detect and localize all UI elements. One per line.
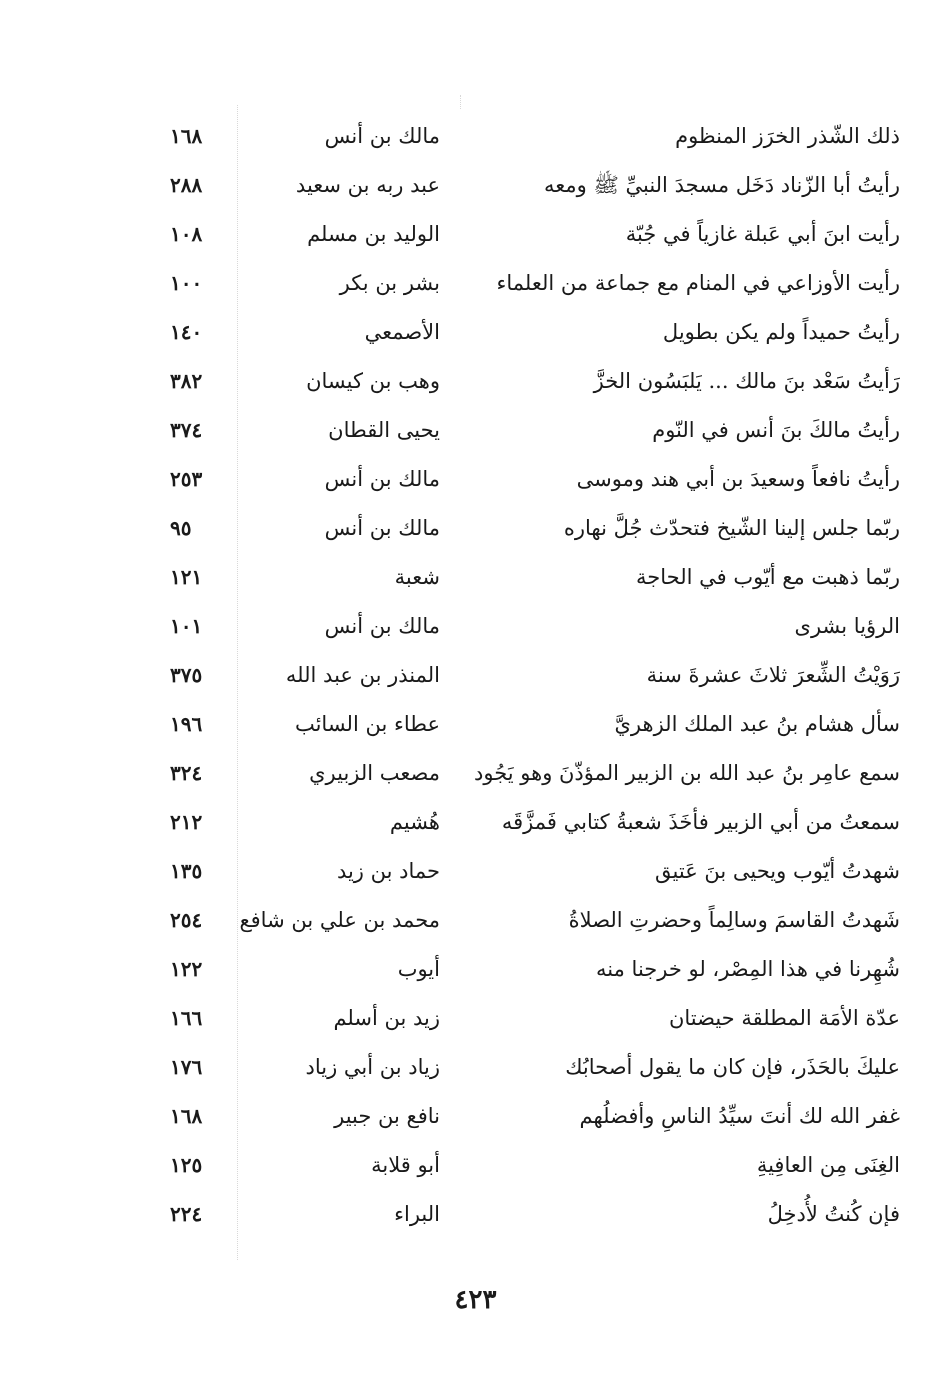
index-narrator: البراء <box>394 1202 440 1226</box>
index-narrator: شعبة <box>394 565 440 589</box>
index-page-ref: ٢٥٣ <box>170 467 203 491</box>
index-narrator: مالك بن أنس <box>324 516 440 540</box>
index-phrase: الرؤيا بشرى <box>794 614 900 638</box>
index-row <box>150 1092 900 1141</box>
index-row <box>150 896 900 945</box>
index-page-ref: ١٠١ <box>170 614 203 638</box>
index-page-ref: ١٦٦ <box>170 1006 203 1030</box>
page-number: ٤٢٣ <box>454 1285 497 1315</box>
index-narrator: هُشيم <box>389 810 440 834</box>
index-narrator: وهب بن كيسان <box>306 369 440 393</box>
index-phrase: رأيت الأوزاعي في المنام مع جماعة من العلماء <box>496 271 900 295</box>
index-phrase: رَأيتُ سَعْد بنَ مالك ... يَلبَسُون الخزَّ <box>593 369 900 393</box>
index-row <box>150 112 900 161</box>
index-row <box>150 161 900 210</box>
index-narrator: الأصمعي <box>364 320 440 344</box>
index-row <box>150 798 900 847</box>
index-narrator: الوليد بن مسلم <box>307 222 440 246</box>
index-row <box>150 259 900 308</box>
index-row <box>150 1190 900 1239</box>
index-phrase: شُهِرنا في هذا المِصْر، لو خرجنا منه <box>596 957 900 981</box>
index-page-ref: ٩٥ <box>170 516 192 540</box>
index-phrase: فإن كُنتُ لأُدخِلُ <box>767 1202 900 1226</box>
index-narrator: بشر بن بكر <box>339 271 440 295</box>
index-row <box>150 651 900 700</box>
index-narrator: مالك بن أنس <box>324 467 440 491</box>
index-row <box>150 700 900 749</box>
index-page-ref: ٣٧٥ <box>170 663 203 687</box>
index-row <box>150 504 900 553</box>
index-page-ref: ٢٨٨ <box>170 173 203 197</box>
index-row <box>150 994 900 1043</box>
index-narrator: عطاء بن السائب <box>294 712 440 736</box>
index-phrase: سمعتُ من أبي الزبير فأخَذَ شعبةُ كتابي فَمزَّقَه <box>501 810 900 834</box>
index-page-ref: ١٠٨ <box>170 222 203 246</box>
index-page-ref: ١٧٦ <box>170 1055 203 1079</box>
index-page-ref: ٢١٢ <box>170 810 203 834</box>
index-row <box>150 749 900 798</box>
index-page-ref: ١٠٠ <box>170 271 203 295</box>
index-phrase: رأيتُ أبا الزّناد دَخَل مسجدَ النبيِّ ﷺ ومعه <box>543 173 900 197</box>
index-narrator: زياد بن أبي زياد <box>305 1055 440 1079</box>
index-phrase: عليكَ بالحَذَر، فإن كان ما يقول أصحابُك <box>565 1055 900 1079</box>
index-page-ref: ٣٧٤ <box>170 418 203 442</box>
index-narrator: نافع بن جبير <box>334 1104 440 1128</box>
index-narrator: مصعب الزبيري <box>309 761 440 785</box>
index-narrator: أيوب <box>397 957 440 981</box>
index-page-ref: ٣٨٢ <box>170 369 203 393</box>
index-phrase: رأيتُ نافعاً وسعيدَ بن أبي هند وموسى <box>576 467 900 491</box>
index-phrase: غفر الله لك أنتَ سيِّدُ الناسِ وأفضلُهم <box>579 1104 900 1128</box>
index-page-ref: ١٩٦ <box>170 712 203 736</box>
index-phrase: ربّما جلس إلينا الشّيخ فتحدّث جُلَّ نهاره <box>563 516 900 540</box>
index-phrase: رأيت ابنَ أبي عَبلة غازياً في جُبّة <box>625 222 900 246</box>
index-row <box>150 1141 900 1190</box>
index-page-ref: ١٦٨ <box>170 124 203 148</box>
index-page-ref: ١٣٥ <box>170 859 203 883</box>
index-narrator: زيد بن أسلم <box>333 1006 440 1030</box>
index-phrase: شَهدتُ القاسمَ وسالِماً وحضرتِ الصلاةُ <box>568 908 900 932</box>
index-phrase: رأيتُ مالكَ بنَ أنس في النّوم <box>652 418 900 442</box>
index-narrator: المنذر بن عبد الله <box>285 663 440 687</box>
index-phrase: سمع عامِر بنُ عبد الله بن الزبير المؤذّنَ وهو يَجُود <box>474 761 900 785</box>
index-row <box>150 455 900 504</box>
index-phrase: ربّما ذهبت مع أيّوب في الحاجة <box>636 565 900 589</box>
header-tick <box>460 95 461 109</box>
index-page-ref: ١٢٢ <box>170 957 203 981</box>
index-page-ref: ٢٥٤ <box>170 908 203 932</box>
index-phrase: رَوَيْتُ الشِّعرَ ثلاثَ عشرةَ سنة <box>646 663 900 687</box>
index-narrator: أبو قلابة <box>371 1153 440 1177</box>
index-row <box>150 308 900 357</box>
index-row <box>150 945 900 994</box>
index-narrator: حماد بن زيد <box>336 859 440 883</box>
index-page-ref: ١٤٠ <box>170 320 203 344</box>
index-page-ref: ٣٢٤ <box>170 761 203 785</box>
index-narrator: يحيى القطان <box>328 418 440 442</box>
index-narrator: مالك بن أنس <box>324 124 440 148</box>
index-phrase: سأل هشام بنُ عبد الملك الزهريَّ <box>614 712 900 736</box>
index-phrase: رأيتُ حميداً ولم يكن بطويل <box>662 320 900 344</box>
index-narrator: محمد بن علي بن شافع <box>239 908 440 932</box>
index-row <box>150 602 900 651</box>
index-phrase: عدّة الأمَة المطلقة حيضتان <box>668 1006 900 1030</box>
index-narrator: مالك بن أنس <box>324 614 440 638</box>
index-phrase: الغِنَى مِن العافِيةِ <box>756 1153 900 1177</box>
index-narrator: عبد ربه بن سعيد <box>295 173 440 197</box>
index-row <box>150 357 900 406</box>
index-page-ref: ١٢٥ <box>170 1153 203 1177</box>
index-row <box>150 847 900 896</box>
index-row <box>150 1043 900 1092</box>
index-page-ref: ١٢١ <box>170 565 203 589</box>
index-row <box>150 553 900 602</box>
index-row <box>150 406 900 455</box>
index-row <box>150 210 900 259</box>
index-table <box>150 112 900 1239</box>
index-phrase: شهدتُ أيّوب ويحيى بنَ عَتيق <box>655 859 900 883</box>
index-phrase: ذلك الشّذر الخرَز المنظوم <box>675 124 900 148</box>
index-page-ref: ١٦٨ <box>170 1104 203 1128</box>
index-page-ref: ٢٢٤ <box>170 1202 203 1226</box>
